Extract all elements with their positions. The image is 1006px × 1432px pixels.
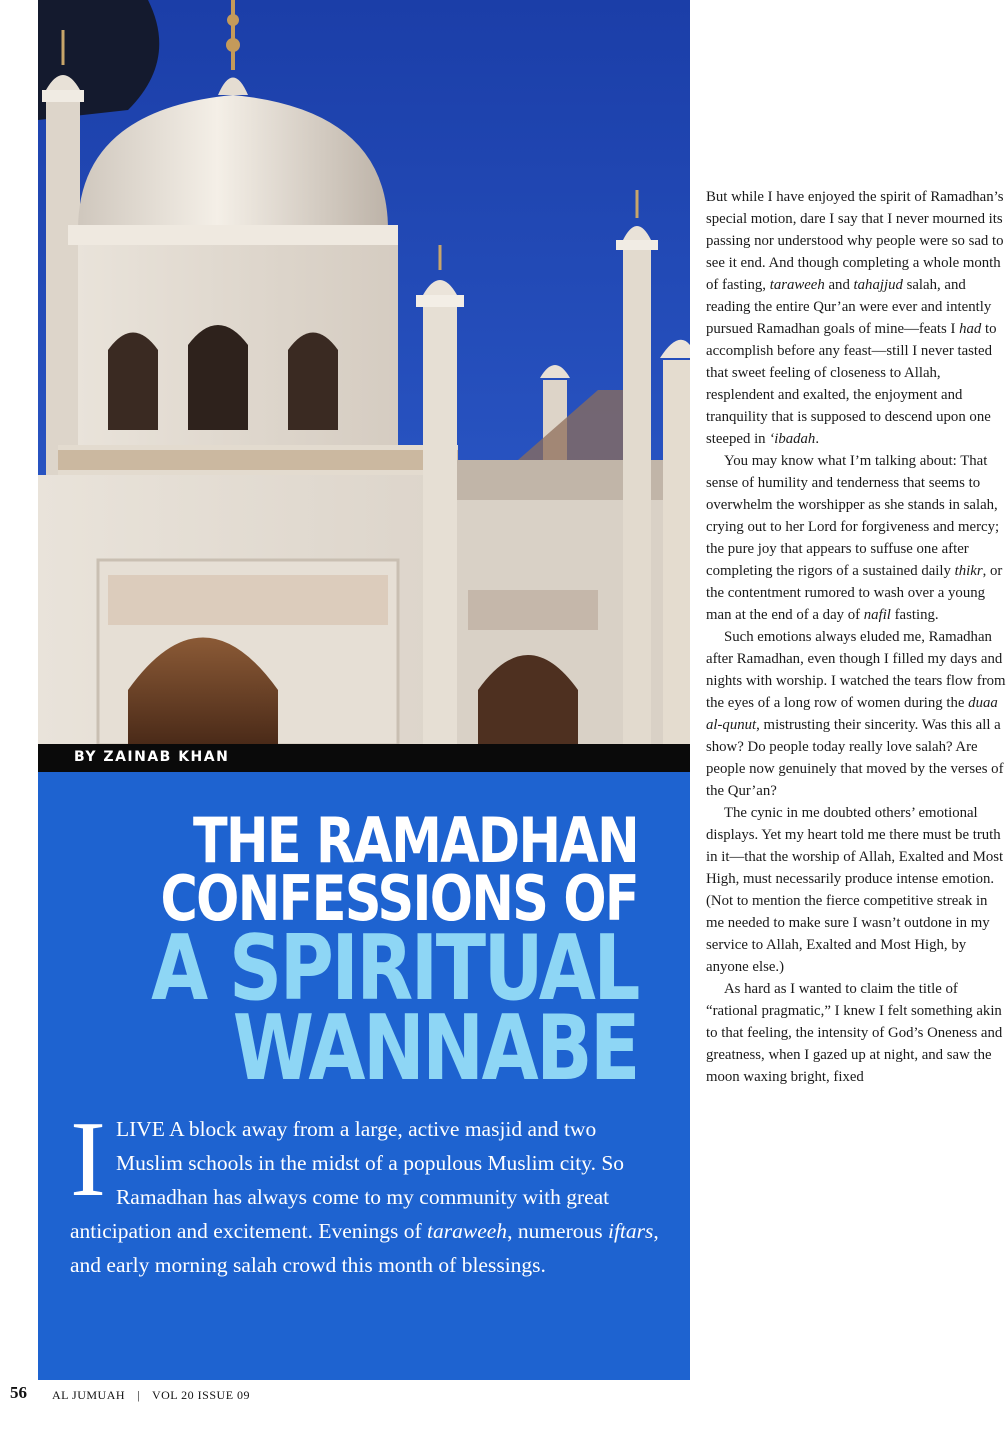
body-text: to accomplish before any feast—still I never tasted that sweet feeling of closeness to Allah, resplendent and exalted, the enjoyment and tranquility that is supposed to descend upon one steeped in xyxy=(706,321,997,447)
body-text: fasting. xyxy=(890,607,939,623)
headline-line-1: THE RAMADHAN xyxy=(192,804,638,877)
body-italic: nafil xyxy=(863,607,891,623)
body-text: But while I have enjoyed the spirit of Ramadhan’s special motion, dare I say that I never mourned its passing nor understood why people were so sad to see it end. And though completing a whole month of fasting, xyxy=(706,189,1004,293)
lede-text: , numerous xyxy=(507,1219,608,1243)
body-text: , mistrusting their sincerity. Was this all a show? Do people today really love salah? Are people now genuinely that moved by the verses of the Qur’an? xyxy=(706,717,1004,799)
byline-bar xyxy=(38,744,690,772)
lede-lead-in: LIVE A xyxy=(115,1117,184,1141)
headline-line-4: WANNABE xyxy=(232,996,638,1101)
magazine-folio xyxy=(46,1388,256,1403)
body-italic: had xyxy=(959,321,982,337)
page-number: 56 xyxy=(10,1383,27,1402)
body-text: Such emotions always eluded me, Ramadhan after Ramadhan, even though I filled my days and nights with worship. I watched the tears flow from the eyes of a long row of women during the xyxy=(706,629,1006,711)
body-italic: ‘ibadah xyxy=(769,431,816,447)
magazine-name: AL JUMUAH xyxy=(52,1388,126,1402)
body-paragraph-3 xyxy=(706,626,1006,802)
issue-label: VOL 20 ISSUE 09 xyxy=(151,1388,251,1402)
article-headline xyxy=(38,804,638,1101)
mosque-image xyxy=(38,0,690,745)
body-italic: duaa al-qunut xyxy=(706,695,998,733)
body-italic: taraweeh xyxy=(769,277,825,293)
body-paragraph-1 xyxy=(706,186,1006,450)
author-byline: BY ZAINAB KHAN xyxy=(74,749,230,765)
hero-photo xyxy=(38,0,690,745)
lede-italic: taraweeh xyxy=(427,1219,508,1243)
folio-separator: | xyxy=(137,1388,140,1402)
body-text: salah, and reading the entire Qur’an were ever and intently pursued Ramadhan goals of mine—feats I xyxy=(706,277,992,337)
drop-cap: I xyxy=(70,1100,106,1219)
article-column xyxy=(706,186,1006,1088)
body-text: , or the contentment rumored to wash over a young man at the end of a day of xyxy=(706,563,1003,623)
body-text: and xyxy=(824,277,854,293)
body-paragraph-2 xyxy=(706,450,1006,626)
body-italic: thikr xyxy=(954,563,983,579)
headline-line-2: CONFESSIONS OF xyxy=(160,862,638,935)
body-text: You may know what I’m talking about: That sense of humility and tenderness that seems to overwhelm the worshipper as she stands in salah, crying out to her Lord for forgiveness and mercy; the pure joy that appears to suffuse one after completing the rigors of a sustained daily xyxy=(706,453,1000,579)
lede-text: block away from a large, active masjid and two Muslim schools in the midst of a populous Muslim city. So Ramadhan has always come to my community with great anticipation and excitement. Evenings of xyxy=(70,1117,625,1243)
title-panel xyxy=(38,772,690,1380)
lede-text: , and early morning salah crowd this month of blessings. xyxy=(70,1219,659,1277)
lede-paragraph xyxy=(70,1100,660,1282)
lede-italic: iftars xyxy=(607,1219,654,1243)
headline-line-3: A SPIRITUAL xyxy=(151,916,638,1021)
body-paragraph-4: The cynic in me doubted others’ emotional displays. Yet my heart told me there must be truth in it—that the worship of Allah, Exalted and Most High, must necessarily produce intense emotion. (Not to mention the fierce competitive streak in me needed to make sure I wasn’t outdone in my service to Allah, Exalted and Most High, by anyone else.) xyxy=(706,805,1004,975)
body-text: . xyxy=(815,431,820,447)
body-italic: tahajjud xyxy=(853,277,903,293)
body-paragraph-5: As hard as I wanted to claim the title of “rational pragmatic,” I knew I felt something akin to that feeling, the intensity of God’s Oneness and greatness, when I gazed up at night, and saw the moon waxing bright, fixed xyxy=(706,981,1003,1085)
